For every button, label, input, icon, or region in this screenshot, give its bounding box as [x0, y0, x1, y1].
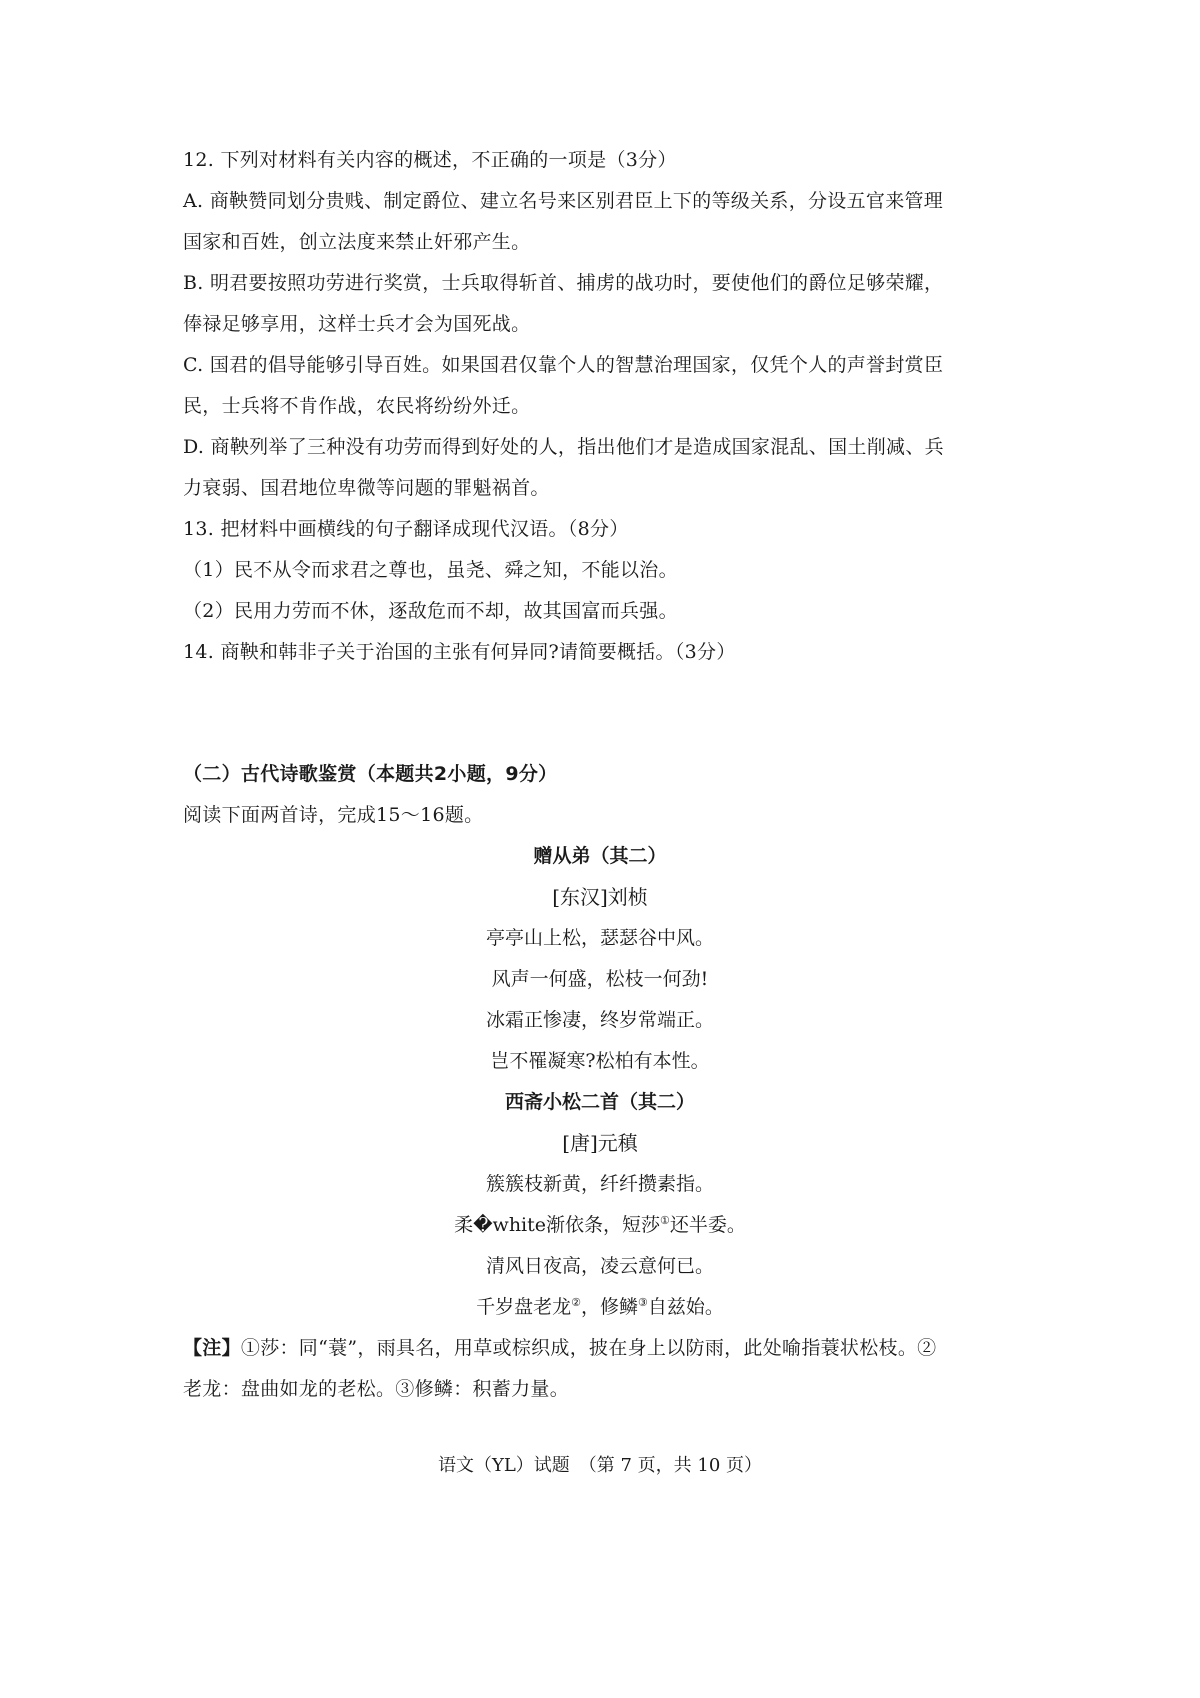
note-label: 【注】: [183, 1337, 241, 1359]
note-line-1: [183, 1333, 1043, 1363]
poem-1-line: 岂不罹凝寒?松柏有本性。: [490, 1050, 710, 1072]
question-12-option-d-line2: 力衰弱、国君地位卑微等问题的罪魁祸首。: [183, 477, 550, 499]
poem-1-line: 亭亭山上松，瑟瑟谷中风。: [485, 927, 714, 949]
footnote-marker: ③: [638, 1296, 648, 1309]
question-14-stem: 14. 商鞅和韩非子关于治国的主张有何异同?请简要概括。（3分）: [183, 641, 736, 663]
poem-1-author: [东汉]刘桢: [552, 885, 648, 909]
question-12-option-d-line1: D. 商鞅列举了三种没有功劳而得到好处的人，指出他们才是造成国家混乱、国土削减、兵: [183, 436, 944, 458]
footnote-marker: ①: [660, 1214, 670, 1227]
section-heading: （二）古代诗歌鉴赏（本题共2小题，9分）: [183, 763, 558, 785]
note-text: ①莎：同“蓑”，雨具名，用草或棕织成，披在身上以防雨，此处喻指蓑状松枝。②: [240, 1337, 937, 1359]
question-12-option-c-line1: C. 国君的倡导能够引导百姓。如果国君仅靠个人的智慧治理国家，仅凭个人的声誉封赏臣: [183, 354, 944, 376]
poem-1-line: 风声一何盛，松枝一何劲!: [491, 968, 709, 990]
poem-2-line: [0, 1210, 1200, 1240]
note-line-2: 老龙：盘曲如龙的老松。③修鳞：积蓄力量。: [183, 1378, 570, 1400]
question-12-option-b-line1: B. 明君要按照功劳进行奖赏，士兵取得斩首、捕虏的战功时，要使他们的爵位足够荣耀，: [183, 272, 944, 294]
poem-2-line-text: 还半委。: [669, 1214, 746, 1236]
question-12-stem: 12. 下列对材料有关内容的概述，不正确的一项是（3分）: [183, 149, 677, 171]
footnote-marker: ②: [571, 1296, 581, 1309]
poem-2-line-text: 自兹始。: [647, 1296, 724, 1318]
question-12-option-b-line2: 俸禄足够享用，这样士兵才会为国死战。: [183, 313, 531, 335]
question-12-option-a-line2: 国家和百姓，创立法度来禁止奸邪产生。: [183, 231, 531, 253]
poem-2-line: [0, 1292, 1200, 1322]
question-13-item-2: （2）民用力劳而不休，逐敌危而不却，故其国富而兵强。: [183, 600, 678, 622]
question-13-item-1: （1）民不从令而求君之尊也，虽尧、舜之知，不能以治。: [183, 559, 678, 581]
poem-2-title: 西斋小松二首（其二）: [504, 1091, 695, 1113]
question-12-option-c-line2: 民，士兵将不肯作战，农民将纷纷外迁。: [183, 395, 531, 417]
section-instruction: 阅读下面两首诗，完成15～16题。: [183, 804, 484, 826]
poem-2-line-text: ，修鳞: [580, 1296, 638, 1318]
poem-2-line-text: 柔�white渐依条，短莎: [454, 1214, 661, 1236]
poem-2-author: [唐]元稹: [562, 1131, 638, 1155]
question-13-stem: 13. 把材料中画横线的句子翻译成现代汉语。（8分）: [183, 518, 629, 540]
question-12-option-a-line1: A. 商鞅赞同划分贵贱、制定爵位、建立名号来区别君臣上下的等级关系，分设五官来管理: [183, 190, 944, 212]
page-footer: 语文（YL）试题 （第 7 页，共 10 页）: [437, 1455, 763, 1476]
poem-2-line: 清风日夜高，凌云意何已。: [485, 1255, 714, 1277]
poem-1-title: 赠从弟（其二）: [533, 845, 667, 867]
poem-2-line: 簇簇枝新黄，纤纤攒素指。: [485, 1173, 714, 1195]
poem-2-line-text: 千岁盘老龙: [476, 1296, 572, 1318]
poem-1-line: 冰霜正惨凄，终岁常端正。: [485, 1009, 714, 1031]
